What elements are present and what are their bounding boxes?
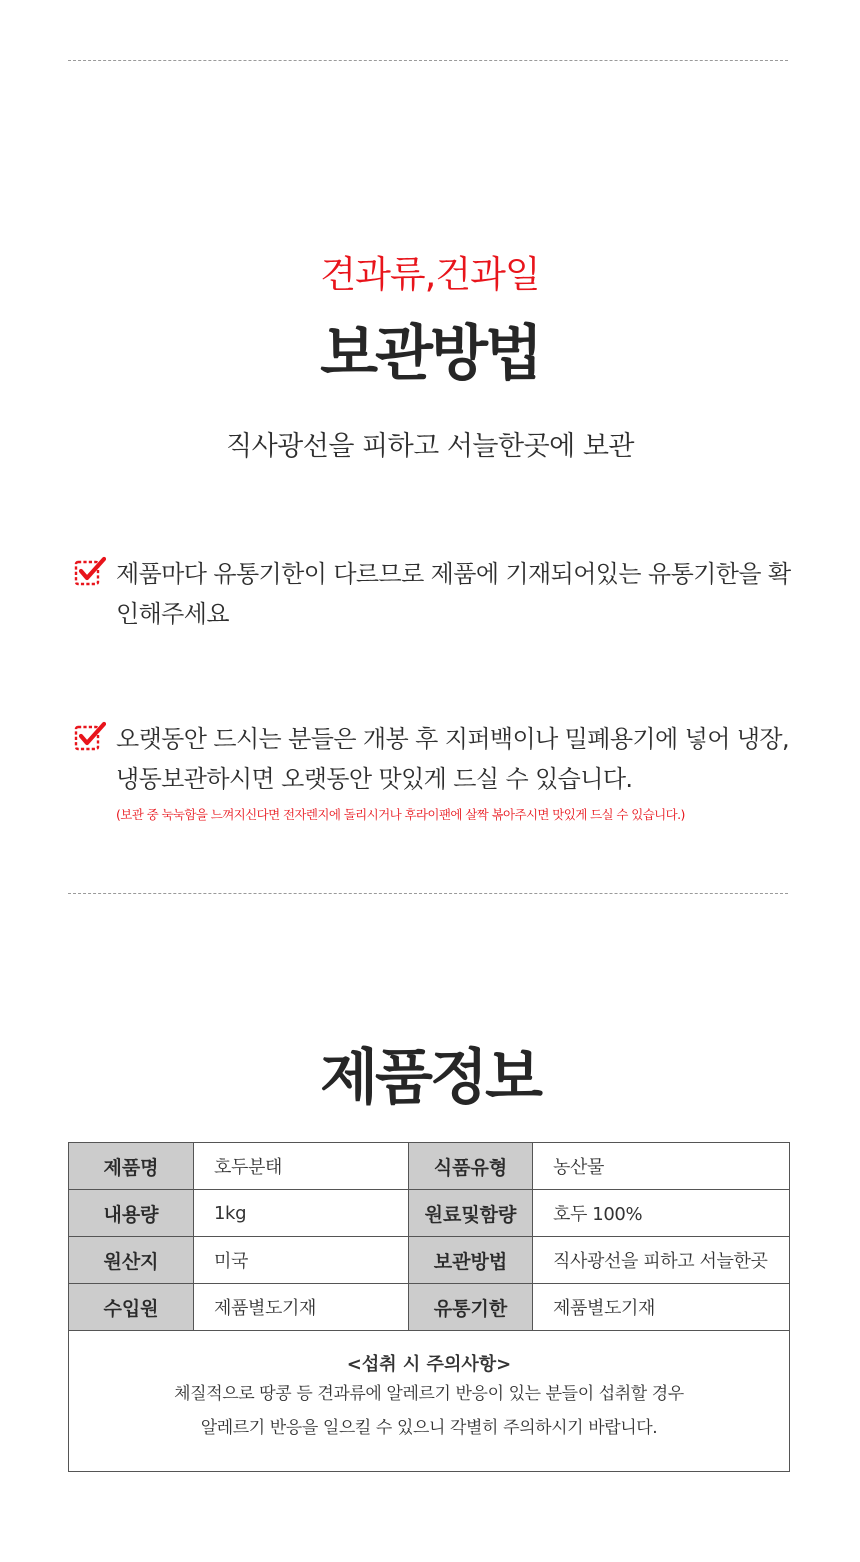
table-value: 직사광선을 피하고 서늘한곳 <box>533 1237 790 1284</box>
checkbox-check-icon <box>74 721 106 753</box>
table-label: 원산지 <box>69 1237 194 1284</box>
table-value: 농산물 <box>533 1143 790 1190</box>
table-row <box>69 1237 790 1284</box>
caution-text: 체질적으로 땅콩 등 견과류에 알레르기 반응이 있는 분들이 섭취할 경우 <box>174 1384 684 1404</box>
table-value: 호두 100% <box>533 1190 790 1237</box>
table-row <box>69 1143 790 1190</box>
table-row <box>69 1284 790 1331</box>
table-value: 제품별도기재 <box>194 1284 409 1331</box>
storage-tip-note: (보관 중 눅눅함을 느껴지신다면 전자렌지에 돌리시거나 후라이팬에 살짝 볶아주시면 맛있게 드실 수 있습니다.) <box>116 807 685 822</box>
table-row <box>69 1190 790 1237</box>
table-label: 제품명 <box>69 1143 194 1190</box>
caution-title: <섭취 시 주의사항> <box>346 1354 512 1375</box>
table-value: 호두분태 <box>194 1143 409 1190</box>
table-value: 미국 <box>194 1237 409 1284</box>
middle-divider <box>68 893 788 894</box>
table-label: 수입원 <box>69 1284 194 1331</box>
caution-row <box>69 1331 790 1472</box>
table-label: 식품유형 <box>409 1143 533 1190</box>
table-label: 유통기한 <box>409 1284 533 1331</box>
table-label: 원료및함량 <box>409 1190 533 1237</box>
table-label: 내용량 <box>69 1190 194 1237</box>
top-divider <box>68 60 788 61</box>
product-info-title: 제품정보 <box>320 1043 540 1113</box>
storage-tip-text: 제품마다 유통기한이 다르므로 제품에 기재되어있는 유통기한을 확인해주세요 <box>116 560 791 628</box>
storage-title: 보관방법 <box>320 319 540 389</box>
table-value: 1kg <box>194 1190 409 1237</box>
checkbox-check-icon <box>74 556 106 588</box>
caution-text: 알레르기 반응을 일으킬 수 있으니 각별히 주의하시기 바랍니다. <box>200 1418 658 1438</box>
product-info-table <box>68 1142 790 1472</box>
caution-cell <box>69 1331 790 1472</box>
storage-tip-text: 오랫동안 드시는 분들은 개봉 후 지퍼백이나 밀폐용기에 넣어 냉장, 냉동보관하시면 오랫동안 맛있게 드실 수 있습니다. <box>116 725 790 793</box>
storage-subtitle: 견과류,건과일 <box>320 253 540 296</box>
table-value: 제품별도기재 <box>533 1284 790 1331</box>
storage-description: 직사광선을 피하고 서늘한곳에 보관 <box>226 431 634 462</box>
table-label: 보관방법 <box>409 1237 533 1284</box>
